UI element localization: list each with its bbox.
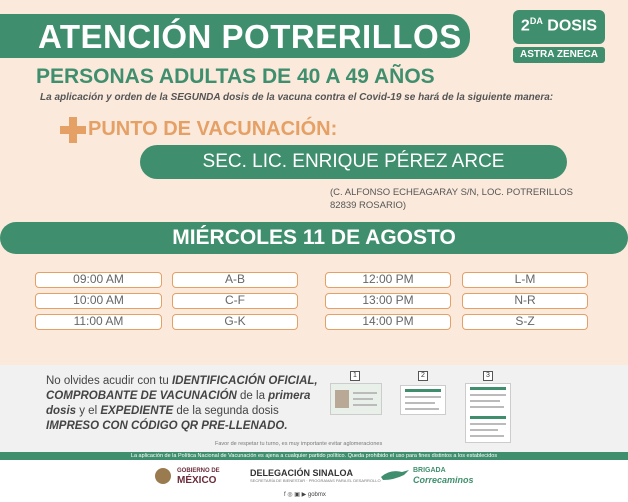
delegacion-sinaloa-logo: DELEGACIÓN SINALOA SECRETARÍA DE BIENESTAR · PROGRAMAS PARA EL DESARROLLO xyxy=(250,468,381,483)
intro-text: La aplicación y orden de la SEGUNDA dosis de la vacuna contra el Covid-19 se hará de la siguiente manera: xyxy=(40,92,554,103)
dose-label: $2^{DA}$ DOSIS xyxy=(520,16,598,35)
schedule-time: 14:00 PM xyxy=(325,314,451,330)
location-heading: PUNTO DE VACUNACIÓN: xyxy=(88,118,338,140)
schedule-letters: L-M xyxy=(462,272,588,288)
requirements-text: No olvides acudir con tu IDENTIFICACIÓN OFICIAL, COMPROBANTE DE VACUNACIÓN de la primera dosis y el EXPEDIENTE de la segunda dosis IMPRESO CON CÓDIGO QR PRE-LLENADO. xyxy=(46,375,318,432)
legal-disclaimer: La aplicación de la Política Nacional de Vacunación es ajena a cualquier partido político. Queda prohibido el uso para fines distintos a los establecidos xyxy=(130,453,498,459)
schedule-time: 10:00 AM xyxy=(35,293,162,309)
step-number: 3 xyxy=(483,371,493,381)
gobierno-mexico-logo: GOBIERNO DE MÉXICO xyxy=(155,466,225,488)
location-address: (C. ALFONSO ECHEAGARAY S/N, LOC. POTRERILLOS 82839 ROSARIO) xyxy=(330,187,574,211)
step-number: 2 xyxy=(418,371,428,381)
schedule-time: 09:00 AM xyxy=(35,272,162,288)
id-card-image xyxy=(330,383,382,415)
eagle-seal-icon xyxy=(155,468,171,484)
queue-note: Favor de respetar tu turno, es muy importante evitar aglomeraciones xyxy=(215,441,383,447)
schedule-letters: S-Z xyxy=(462,314,588,330)
age-group-subtitle: PERSONAS ADULTAS DE 40 A 49 AÑOS xyxy=(36,65,435,88)
plus-icon xyxy=(60,117,86,143)
schedule-letters: N-R xyxy=(462,293,588,309)
schedule-letters: A-B xyxy=(172,272,298,288)
location-name: SEC. LIC. ENRIQUE PÉREZ ARCE xyxy=(202,151,505,172)
vaccination-receipt-image xyxy=(400,385,446,415)
schedule-time: 11:00 AM xyxy=(35,314,162,330)
brigada-correcaminos-logo: BRIGADA Correcaminos xyxy=(380,465,490,489)
schedule-time: 13:00 PM xyxy=(325,293,451,309)
roadrunner-icon xyxy=(380,468,410,482)
poster-title: ATENCIÓN POTRERILLOS xyxy=(38,18,462,55)
schedule-letters: C-F xyxy=(172,293,298,309)
vaccination-date: MIÉRCOLES 11 DE AGOSTO xyxy=(172,226,456,249)
step-number: 1 xyxy=(350,371,360,381)
vaccine-name: ASTRA ZENECA xyxy=(513,47,605,63)
social-handles: f ◎ ▣ ▶ gobmx xyxy=(284,492,326,498)
vaccination-form-image xyxy=(465,383,511,443)
schedule-time: 12:00 PM xyxy=(325,272,451,288)
schedule-letters: G-K xyxy=(172,314,298,330)
